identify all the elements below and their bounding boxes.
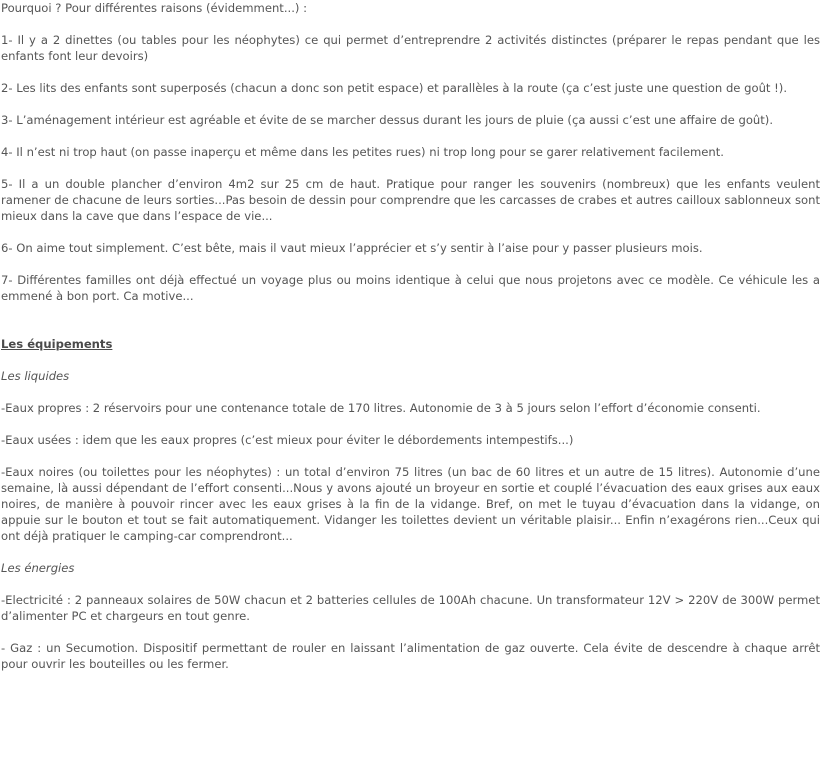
liquides-item-eaux-noires: -Eaux noires (ou toilettes pour les néophytes) : un total d’environ 75 litres (un bac de 60 litres et un autre de 15 litres). Autonomie d’une semaine, là aussi dépendant de l’effort consenti...Nous y avons ajouté un broyeur en sortie et couplé l’évacuation des eaux grises aux eaux noires, de manière à pouvoir rincer avec les eaux grises à la fin de la vidange. Bref, on met le tuyau d’évacuation dans la vidange, on appuie sur le bouton et tout se fait automatiquement. Vidanger les toilettes devient un véritable plaisir... Enfin n’exagérons rien...Ceux qui ont déjà pratiquer le camping-car comprendront...	[1, 465, 820, 543]
liquides-item-eaux-usees: -Eaux usées : idem que les eaux propres (c’est mieux pour éviter le débordements intempestifs...)	[1, 433, 574, 447]
subheading-liquides: Les liquides	[1, 369, 70, 383]
reason-4: 4- Il n’est ni trop haut (on passe inaperçu et même dans les petites rues) ni trop long pour se garer relativement facilement.	[1, 145, 724, 159]
reason-6: 6- On aime tout simplement. C’est bête, mais il vaut mieux l’apprécier et s’y sentir à l’aise pour y passer plusieurs mois.	[1, 241, 703, 255]
reason-5: 5- Il a un double plancher d’environ 4m2 sur 25 cm de haut. Pratique pour ranger les souvenirs (nombreux) que les enfants veulent ramener de chacune de leurs sorties...Pas besoin de dessin pour comprendre que les carcasses de crabes et autres cailloux sablonneux sont mieux dans la cave que dans l’espace de vie...	[1, 177, 820, 223]
reason-7: 7- Différentes familles ont déjà effectué un voyage plus ou moins identique à celui que nous projetons avec ce modèle. Ce véhicule les a emmené à bon port. Ca motive...	[1, 273, 820, 303]
reason-3: 3- L’aménagement intérieur est agréable et évite de se marcher dessus durant les jours de pluie (ça aussi c’est une affaire de goût).	[1, 113, 774, 127]
section-heading-equipements: Les équipements	[1, 337, 113, 351]
intro-paragraph: Pourquoi ? Pour différentes raisons (évidemment...) :	[1, 1, 308, 15]
energies-item-gaz: - Gaz : un Secumotion. Dispositif permettant de rouler en laissant l’alimentation de gaz ouverte. Cela évite de descendre à chaque arrêt pour ouvrir les bouteilles ou les fermer.	[1, 641, 820, 671]
reason-2: 2- Les lits des enfants sont superposés (chacun a donc son petit espace) et parallèles à la route (ça c’est juste une question de goût !).	[1, 81, 788, 95]
subheading-energies: Les énergies	[1, 561, 75, 575]
reason-1: 1- Il y a 2 dinettes (ou tables pour les néophytes) ce qui permet d’entreprendre 2 activités distinctes (préparer le repas pendant que les enfants font leur devoirs)	[1, 33, 820, 63]
article-content	[1, 0, 820, 672]
energies-item-electricite: -Electricité : 2 panneaux solaires de 50W chacun et 2 batteries cellules de 100Ah chacune. Un transformateur 12V > 220V de 300W permet d’alimenter PC et chargeurs en tout genre.	[1, 593, 820, 623]
liquides-item-eaux-propres: -Eaux propres : 2 réservoirs pour une contenance totale de 170 litres. Autonomie de 3 à 5 jours selon l’effort d’économie consenti.	[1, 401, 761, 415]
